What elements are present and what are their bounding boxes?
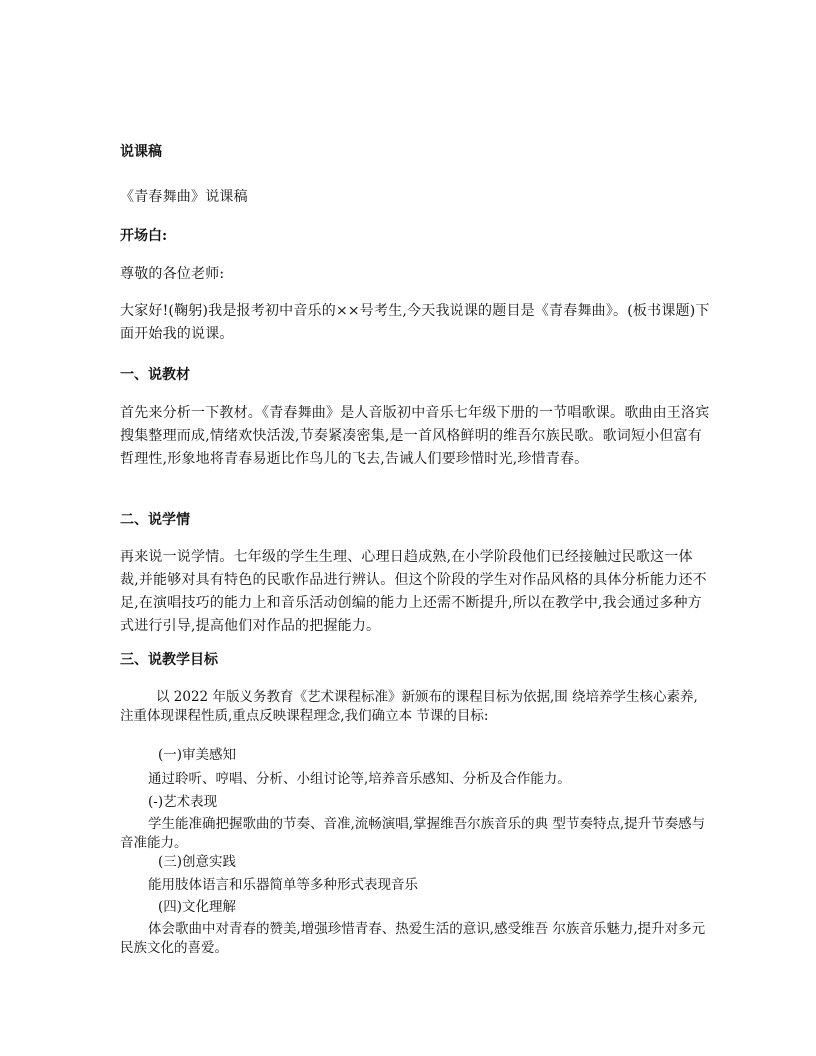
goal-1-text: 通过聆听、哼唱、分析、小组讨论等,培养音乐感知、分析及合作能力。	[148, 771, 571, 787]
section-3-heading: 三、说教学目标	[120, 652, 218, 668]
opening-heading: 开场白:	[120, 228, 168, 244]
intro-paragraph: 大家好!(鞠躬)我是报考初中音乐的××号考生,今天我说课的题目是《青春舞曲》。(板书课题)下面开始我的说课。	[120, 303, 710, 342]
doc-title: 说课稿	[120, 144, 162, 160]
goal-2-title: (-)艺术表现	[148, 794, 218, 810]
goal-3-title: (三)创意实践	[158, 854, 237, 870]
goal-3-text: 能用肢体语言和乐器简单等多种形式表现音乐	[148, 877, 418, 893]
goal-4-title: (四)文化理解	[158, 899, 237, 915]
section-2-heading: 二、说学情	[120, 512, 190, 528]
section-3-intro: 以 2022 年版义务教育《艺术课程标准》新颁布的课程目标为依据,围 绕培养学生核心素养,注重体现课程性质,重点反映课程理念,我们确立本 节课的目标:	[120, 689, 698, 724]
section-1-heading: 一、说教材	[120, 367, 190, 383]
goal-4-text: 体会歌曲中对青春的赞美,增强珍惜青春、热爱生活的意识,感受维吾 尔族音乐魅力,提升对多元民族文化的喜爱。	[120, 921, 706, 956]
section-2-paragraph: 再来说一说学情。七年级的学生生理、心理日趋成熟,在小学阶段他们已经接触过民歌这一体裁,并能够对具有特色的民歌作品进行辨认。但这个阶段的学生对作品风格的具体分析能力还不足,在演唱技巧的能力上和音乐活动创编的能力上还需不断提升,所以在教学中,我会通过多种方式进行引导,提高他们对作品的把握能力。	[120, 549, 707, 634]
greeting: 尊敬的各位老师:	[120, 266, 225, 282]
section-1-paragraph: 首先来分析一下教材。《青春舞曲》是人音版初中音乐七年级下册的一节唱歌课。歌曲由王洛宾搜集整理而成,情绪欢快活泼,节奏紧凑密集,是一首风格鲜明的维吾尔族民歌。歌词短小但富有哲理性,形象地将青春易逝比作鸟儿的飞去,告诫人们要珍惜时光,珍惜青春。	[120, 405, 710, 467]
goal-1-title: (一)审美感知	[158, 747, 237, 763]
doc-subtitle: 《青春舞曲》说课稿	[120, 189, 248, 205]
goal-2-text: 学生能准确把握歌曲的节奏、音准,流畅演唱,掌握维吾尔族音乐的典 型节奏特点,提升节奏感与音准能力。	[120, 816, 706, 851]
